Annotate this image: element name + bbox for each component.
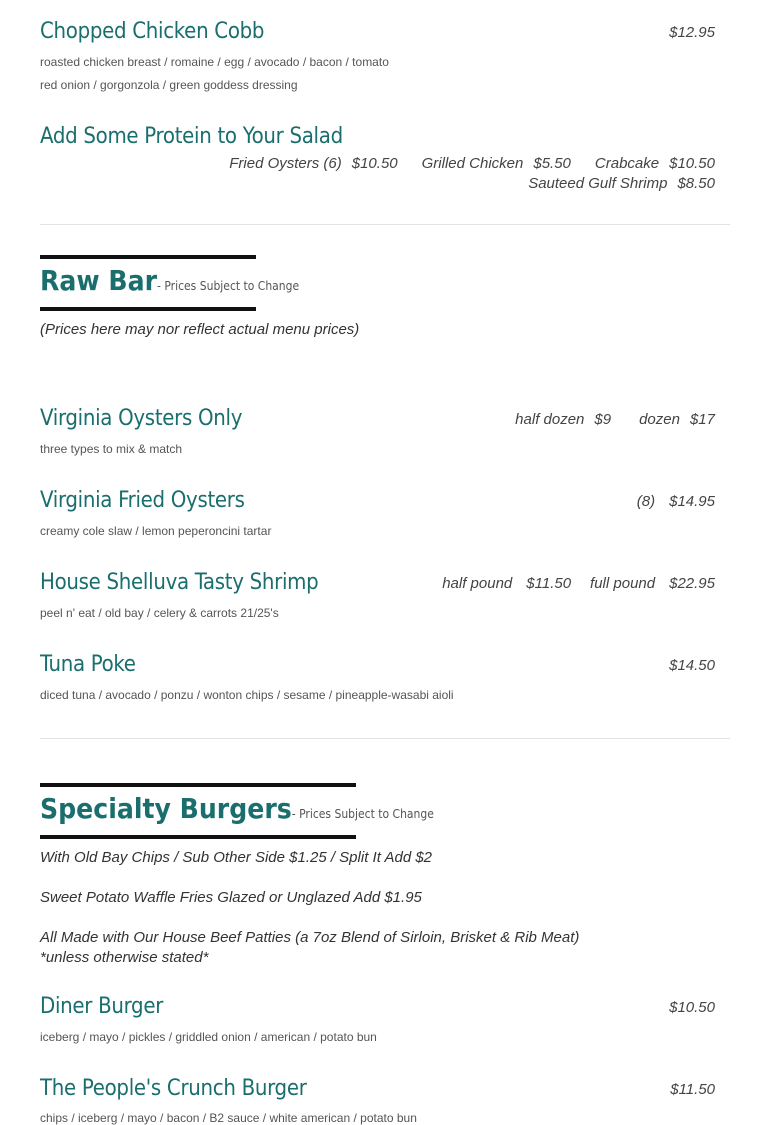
item-prices-fried-oysters [637,493,715,510]
section-rule-top [40,783,356,787]
price-option-value: $17 [689,411,715,428]
item-name-crunch-burger: The People's Crunch Burger [40,1076,307,1101]
item-name-tuna-poke: Tuna Poke [40,652,136,677]
section-subtitle: - Prices Subject to Change [157,279,300,293]
protein-options-row1 [229,155,715,172]
section-divider [40,224,730,225]
protein-option-label: Crabcake [594,155,660,172]
price-option-label: half dozen [515,411,585,428]
item-desc-tuna-poke: diced tuna / avocado / ponzu / wonton chips / sesame / pineapple-wasabi aioli [40,688,454,702]
price-option-label: (8) [636,493,656,510]
section-rule-top [40,255,256,259]
burgers-note-sides: With Old Bay Chips / Sub Other Side $1.25 / Split It Add $2 [40,849,433,866]
protein-title: Add Some Protein to Your Salad [40,124,343,149]
protein-option-price: $8.50 [677,175,715,192]
item-name-cobb: Chopped Chicken Cobb [40,19,265,44]
item-price-tuna-poke: $14.50 [669,657,715,674]
item-name-fried-oysters: Virginia Fried Oysters [40,488,245,513]
price-option-value: $22.95 [669,575,715,592]
item-price-crunch-burger: $11.50 [670,1081,715,1098]
item-name-shrimp: House Shelluva Tasty Shrimp [40,570,319,595]
section-subtitle: - Prices Subject to Change [291,807,434,821]
price-option-value: $14.95 [669,493,715,510]
protein-option-price: $10.50 [351,155,398,172]
protein-option-price: $10.50 [669,155,715,172]
section-title-raw-bar [40,264,299,297]
price-option-value: $9 [594,411,612,428]
item-desc-crunch-burger: chips / iceberg / mayo / bacon / B2 sauce / white american / potato bun [40,1111,417,1125]
raw-bar-note: (Prices here may nor reflect actual menu prices) [40,321,360,338]
section-title-text: Specialty Burgers [40,792,292,825]
price-option-label: full pound [590,575,656,592]
protein-option-price: $5.50 [533,155,571,172]
burgers-note-fries: Sweet Potato Waffle Fries Glazed or Unglazed Add $1.95 [40,889,422,906]
price-option-value: $11.50 [526,575,572,592]
section-rule-bottom [40,835,356,839]
protein-option-label: Grilled Chicken [421,155,524,172]
item-desc-cobb-line2: red onion / gorgonzola / green goddess dressing [40,78,298,92]
protein-options-row2 [528,175,715,192]
item-desc-fried-oysters: creamy cole slaw / lemon peperoncini tartar [40,524,272,538]
section-title-text: Raw Bar [40,264,158,297]
item-desc-virginia-oysters: three types to mix & match [40,442,183,456]
burgers-note-unless: *unless otherwise stated* [40,949,209,966]
protein-option-label: Sauteed Gulf Shrimp [528,175,668,192]
item-price-cobb: $12.95 [669,24,715,41]
protein-option-label: Fried Oysters (6) [229,155,342,172]
section-divider [40,738,730,739]
section-rule-bottom [40,307,256,311]
price-option-label: dozen [639,411,680,428]
burgers-note-patties: All Made with Our House Beef Patties (a 7oz Blend of Sirloin, Brisket & Rib Meat) [40,929,580,946]
section-title-burgers [40,792,434,825]
item-prices-virginia-oysters [515,411,715,428]
item-prices-shrimp [442,575,715,592]
item-desc-cobb-line1: roasted chicken breast / romaine / egg / avocado / bacon / tomato [40,55,389,69]
price-option-label: half pound [442,575,513,592]
item-name-diner-burger: Diner Burger [40,994,164,1019]
item-desc-diner-burger: iceberg / mayo / pickles / griddled onion / american / potato bun [40,1030,377,1044]
item-price-diner-burger: $10.50 [669,999,715,1016]
item-desc-shrimp: peel n' eat / old bay / celery & carrots 21/25's [40,606,279,620]
item-name-virginia-oysters: Virginia Oysters Only [40,406,243,431]
